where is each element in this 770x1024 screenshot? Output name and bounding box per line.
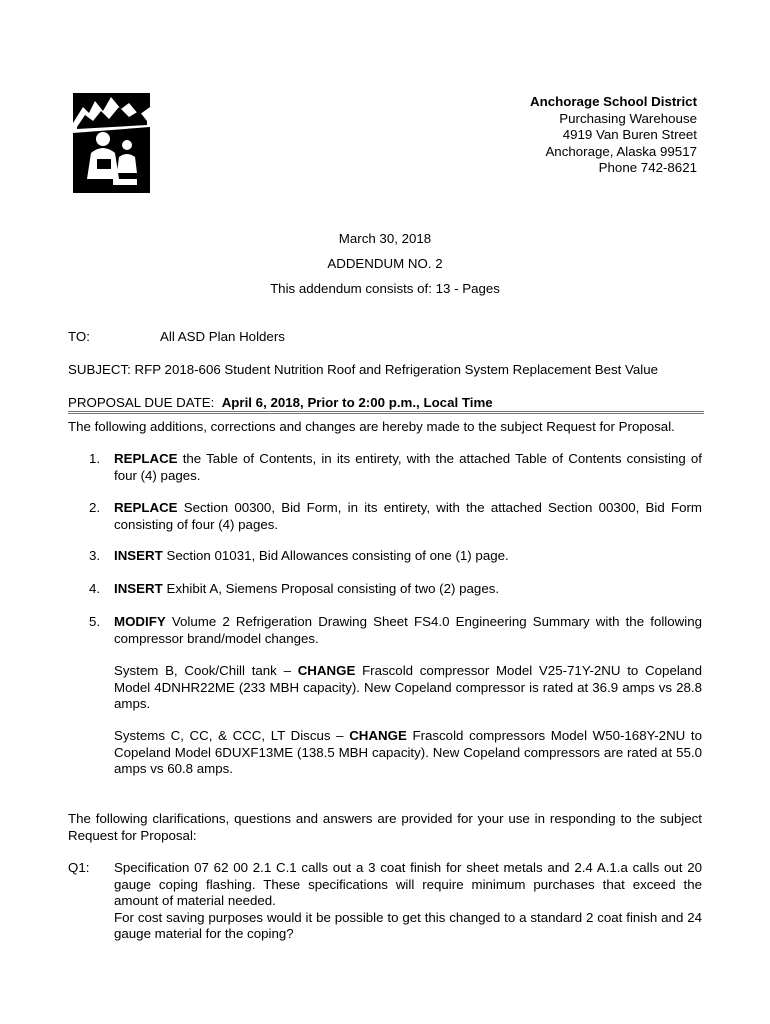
- item-keyword: REPLACE: [114, 451, 178, 466]
- item-keyword: REPLACE: [114, 500, 178, 515]
- org-name: Anchorage School District: [530, 94, 697, 109]
- system-prefix: Systems C, CC, & CCC, LT Discus –: [114, 728, 350, 743]
- due-value: April 6, 2018, Prior to 2:00 p.m., Local Time: [221, 395, 493, 410]
- department: Purchasing Warehouse: [559, 110, 697, 126]
- question-label: Q1:: [68, 860, 90, 875]
- item-number: 2.: [89, 500, 101, 515]
- intro-text: The following additions, corrections and changes are hereby made to the subject Request for Proposal.: [68, 419, 675, 434]
- item-keyword: INSERT: [114, 548, 163, 563]
- item-text: Section 00300, Bid Form, in its entirety, with the attached Section 00300, Bid Form consisting of four (4) pages.: [114, 500, 702, 532]
- district-logo: [73, 93, 150, 193]
- item-text: Section 01031, Bid Allowances consisting of one (1) page.: [162, 548, 509, 563]
- item-number: 1.: [89, 451, 101, 466]
- system-change-b: [114, 663, 702, 713]
- subject-line: SUBJECT: RFP 2018-606 Student Nutrition Roof and Refrigeration System Replacement Best Value: [68, 362, 659, 377]
- clarifications-intro: The following clarifications, questions and answers are provided for your use in responding to the subject Request for Proposal:: [68, 811, 702, 843]
- item-text: the Table of Contents, in its entirety, with the attached Table of Contents consisting of four (4) pages.: [114, 451, 702, 483]
- question-body: Specification 07 62 00 2.1 C.1 calls out a 3 coat finish for sheet metals and 2.4 A.1.a calls out 20 gauge coping flashing. These specifications will require minimum purchases that exceed the amount of material needed.: [114, 860, 702, 908]
- item-text: Volume 2 Refrigeration Drawing Sheet FS4.0 Engineering Summary with the following compressor brand/model changes.: [114, 614, 702, 646]
- phone: Phone 742-8621: [598, 160, 697, 175]
- system-change-c: [114, 728, 702, 778]
- system-text: Frascold compressor Model V25-71Y-2NU to Copeland Model 4DNHR22ME (233 MBH capacity). New Copeland compressor is rated at 36.9 amps vs 28.8 amps.: [114, 663, 702, 711]
- item-keyword: INSERT: [114, 581, 163, 596]
- street-address: 4919 Van Buren Street: [562, 127, 697, 142]
- addendum-number: ADDENDUM NO. 2: [327, 256, 443, 271]
- item-number: 3.: [89, 548, 101, 563]
- date: March 30, 2018: [338, 231, 432, 246]
- proposal-due-date: [68, 395, 493, 412]
- question-followup: For cost saving purposes would it be possible to get this changed to a standard 2 coat finish and 24 gauge material for the coping?: [114, 909, 702, 941]
- to-line: [68, 329, 285, 346]
- question-text: [114, 860, 702, 943]
- to-label: TO:: [68, 329, 90, 344]
- item-number: 5.: [89, 614, 101, 629]
- item-keyword: MODIFY: [114, 614, 166, 629]
- system-keyword: CHANGE: [349, 728, 407, 743]
- system-keyword: CHANGE: [297, 663, 356, 678]
- due-label: PROPOSAL DUE DATE:: [68, 395, 215, 410]
- city-state-zip: Anchorage, Alaska 99517: [545, 143, 697, 159]
- item-number: 4.: [89, 581, 101, 596]
- divider: [68, 411, 704, 414]
- system-text: Frascold compressors Model W50-168Y-2NU to Copeland Model 6DUXF13ME (138.5 MBH capacity). New Copeland compressors are rated at 55.0 amps vs 60.8 amps.: [114, 728, 702, 776]
- to-value: All ASD Plan Holders: [160, 329, 285, 344]
- system-prefix: System B, Cook/Chill tank –: [114, 663, 298, 678]
- pages-note: This addendum consists of: 13 - Pages: [270, 281, 500, 296]
- item-text: Exhibit A, Siemens Proposal consisting of two (2) pages.: [162, 581, 500, 596]
- letterhead: [400, 94, 697, 177]
